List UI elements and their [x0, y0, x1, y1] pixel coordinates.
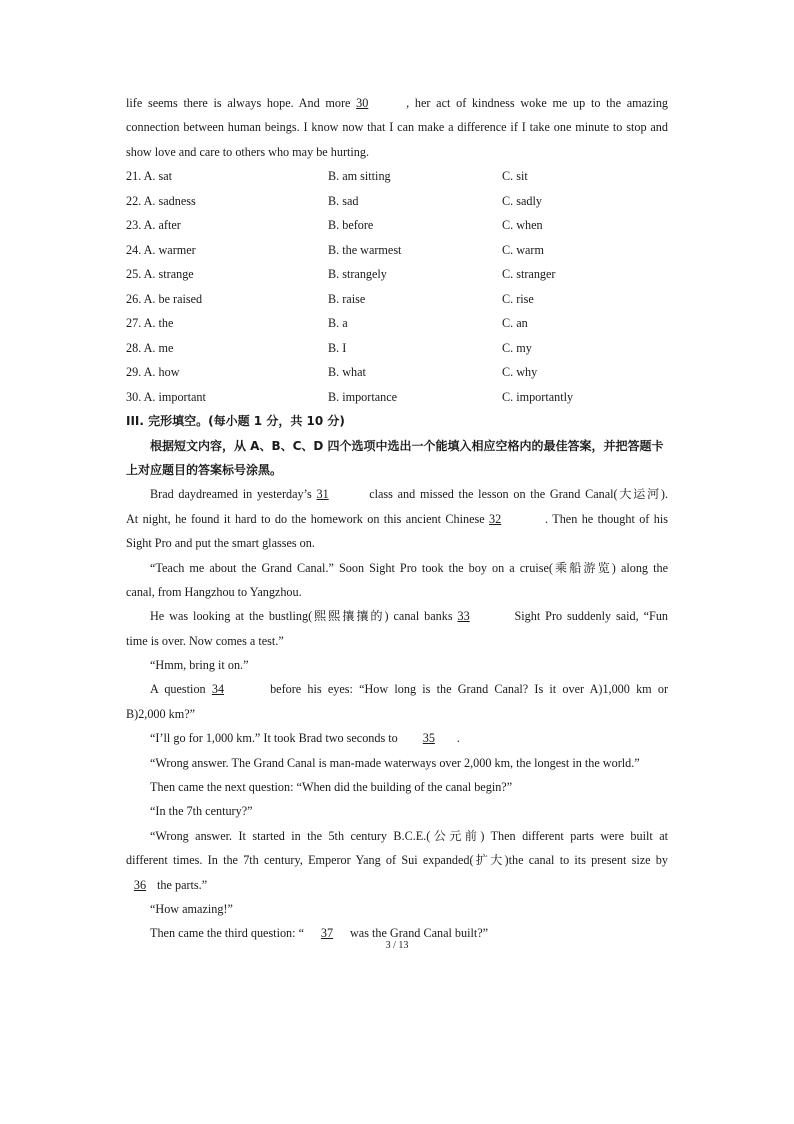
section-instructions: 上对应题目的答案标号涂黑。: [126, 462, 283, 477]
option-b: B. before: [328, 218, 374, 233]
story-line: “Wrong answer. It started in the 5th century B.C.E.(公元前) Then different parts were built at: [150, 828, 668, 843]
text: , her act of kindness woke me up to the amazing: [406, 96, 669, 110]
option-a: 23. A. after: [126, 218, 181, 233]
story-line: “Teach me about the Grand Canal.” Soon Sight Pro took the boy on a cruise(乘船游览) along the: [150, 560, 668, 575]
story-line: [126, 873, 668, 897]
passage-line: connection between human beings. I know now that I can make a difference if I take one minute to stop and: [126, 120, 668, 135]
option-a: 22. A. sadness: [126, 193, 196, 208]
text: the parts.”: [157, 877, 208, 892]
blank-33: 33: [457, 609, 470, 624]
story-line: [126, 677, 668, 701]
option-b: B. strangely: [328, 267, 387, 282]
option-row-23: [126, 213, 668, 238]
option-row-26: [126, 287, 668, 312]
passage-line: show love and care to others who may be hurting.: [126, 144, 370, 159]
story-line: canal, from Hangzhou to Yangzhou.: [126, 584, 302, 599]
option-a: 26. A. be raised: [126, 291, 203, 306]
story-line: [126, 507, 668, 531]
text: .: [456, 731, 460, 746]
text: life seems there is always hope. And more: [126, 96, 351, 110]
story-line: “Hmm, bring it on.”: [150, 658, 249, 673]
story-line: Sight Pro and put the smart glasses on.: [126, 536, 315, 551]
option-c: C. importantly: [502, 389, 574, 404]
blank-31: 31: [316, 487, 329, 502]
option-row-28: [126, 336, 668, 361]
option-b: B. sad: [328, 193, 359, 208]
option-b: B. a: [328, 316, 348, 331]
option-row-25: [126, 262, 668, 287]
text: class and missed the lesson on the Grand Canal(大运河).: [369, 487, 668, 502]
story-line: “In the 7th century?”: [150, 804, 253, 819]
story-line: “Wrong answer. The Grand Canal is man-made waterways over 2,000 km, the longest in the world.”: [150, 755, 640, 770]
text: before his eyes: “How long is the Grand Canal? Is it over A)1,000 km or: [270, 682, 669, 697]
option-a: 28. A. me: [126, 340, 174, 355]
blank-35: 35: [422, 731, 435, 746]
option-c: C. my: [502, 340, 532, 355]
option-row-22: [126, 189, 668, 214]
story-line: “How amazing!”: [150, 901, 233, 916]
option-row-24: [126, 238, 668, 263]
story-line: [126, 726, 668, 750]
page-content: [126, 91, 668, 946]
option-c: C. why: [502, 365, 538, 380]
option-row-30: [126, 385, 668, 410]
option-c: C. sadly: [502, 193, 542, 208]
option-b: B. I: [328, 340, 347, 355]
story-line: time is over. Now comes a test.”: [126, 633, 284, 648]
option-a: 25. A. strange: [126, 267, 194, 282]
option-b: B. am sitting: [328, 169, 391, 184]
blank-36: 36: [133, 877, 147, 892]
option-b: B. what: [328, 365, 366, 380]
option-c: C. when: [502, 218, 543, 233]
option-row-21: [126, 164, 668, 189]
option-a: 27. A. the: [126, 316, 174, 331]
option-a: 24. A. warmer: [126, 242, 196, 257]
option-b: B. importance: [328, 389, 398, 404]
blank-30: 30: [356, 96, 369, 110]
section-heading: III. 完形填空。(每小题 1 分，共 10 分): [126, 414, 345, 429]
text: Sight Pro suddenly said, “Fun: [514, 609, 669, 624]
options-list: [126, 164, 668, 409]
story-line: different times. In the 7th century, Emperor Yang of Sui expanded(扩大)the canal to its present size by: [126, 853, 668, 868]
story-line: B)2,000 km?”: [126, 706, 196, 721]
option-a: 30. A. important: [126, 389, 206, 404]
text: At night, he found it hard to do the homework on this ancient Chinese: [126, 511, 485, 526]
option-a: 29. A. how: [126, 365, 180, 380]
story-line: [126, 604, 668, 628]
text: A question: [150, 682, 206, 697]
blank-32: 32: [489, 511, 502, 526]
story-line: Then came the next question: “When did the building of the canal begin?”: [150, 780, 513, 795]
text: . Then he thought of his: [545, 511, 668, 526]
option-c: C. warm: [502, 242, 544, 257]
option-c: C. rise: [502, 291, 534, 306]
option-a: 21. A. sat: [126, 169, 173, 184]
text: He was looking at the bustling(熙熙攘攘的) canal banks: [150, 609, 453, 624]
text: Brad daydreamed in yesterday’s: [150, 487, 312, 502]
passage-line: [126, 91, 668, 115]
text: was the Grand Canal built?”: [350, 926, 489, 941]
section-instructions: 根据短文内容，从 A、B、C、D 四个选项中选出一个能填入相应空格内的最佳答案，并把答题卡: [150, 438, 664, 453]
option-c: C. sit: [502, 169, 528, 184]
option-b: B. raise: [328, 291, 366, 306]
blank-37: 37: [320, 926, 334, 941]
option-c: C. an: [502, 316, 528, 331]
story-line: [126, 482, 668, 506]
text: “I’ll go for 1,000 km.” It took Brad two seconds to: [150, 731, 398, 746]
blank-34: 34: [211, 682, 225, 697]
option-c: C. stranger: [502, 267, 556, 282]
option-row-27: [126, 311, 668, 336]
option-row-29: [126, 360, 668, 385]
page-number: 3 / 13: [385, 940, 409, 951]
option-b: B. the warmest: [328, 242, 402, 257]
text: Then came the third question: “: [150, 926, 304, 941]
